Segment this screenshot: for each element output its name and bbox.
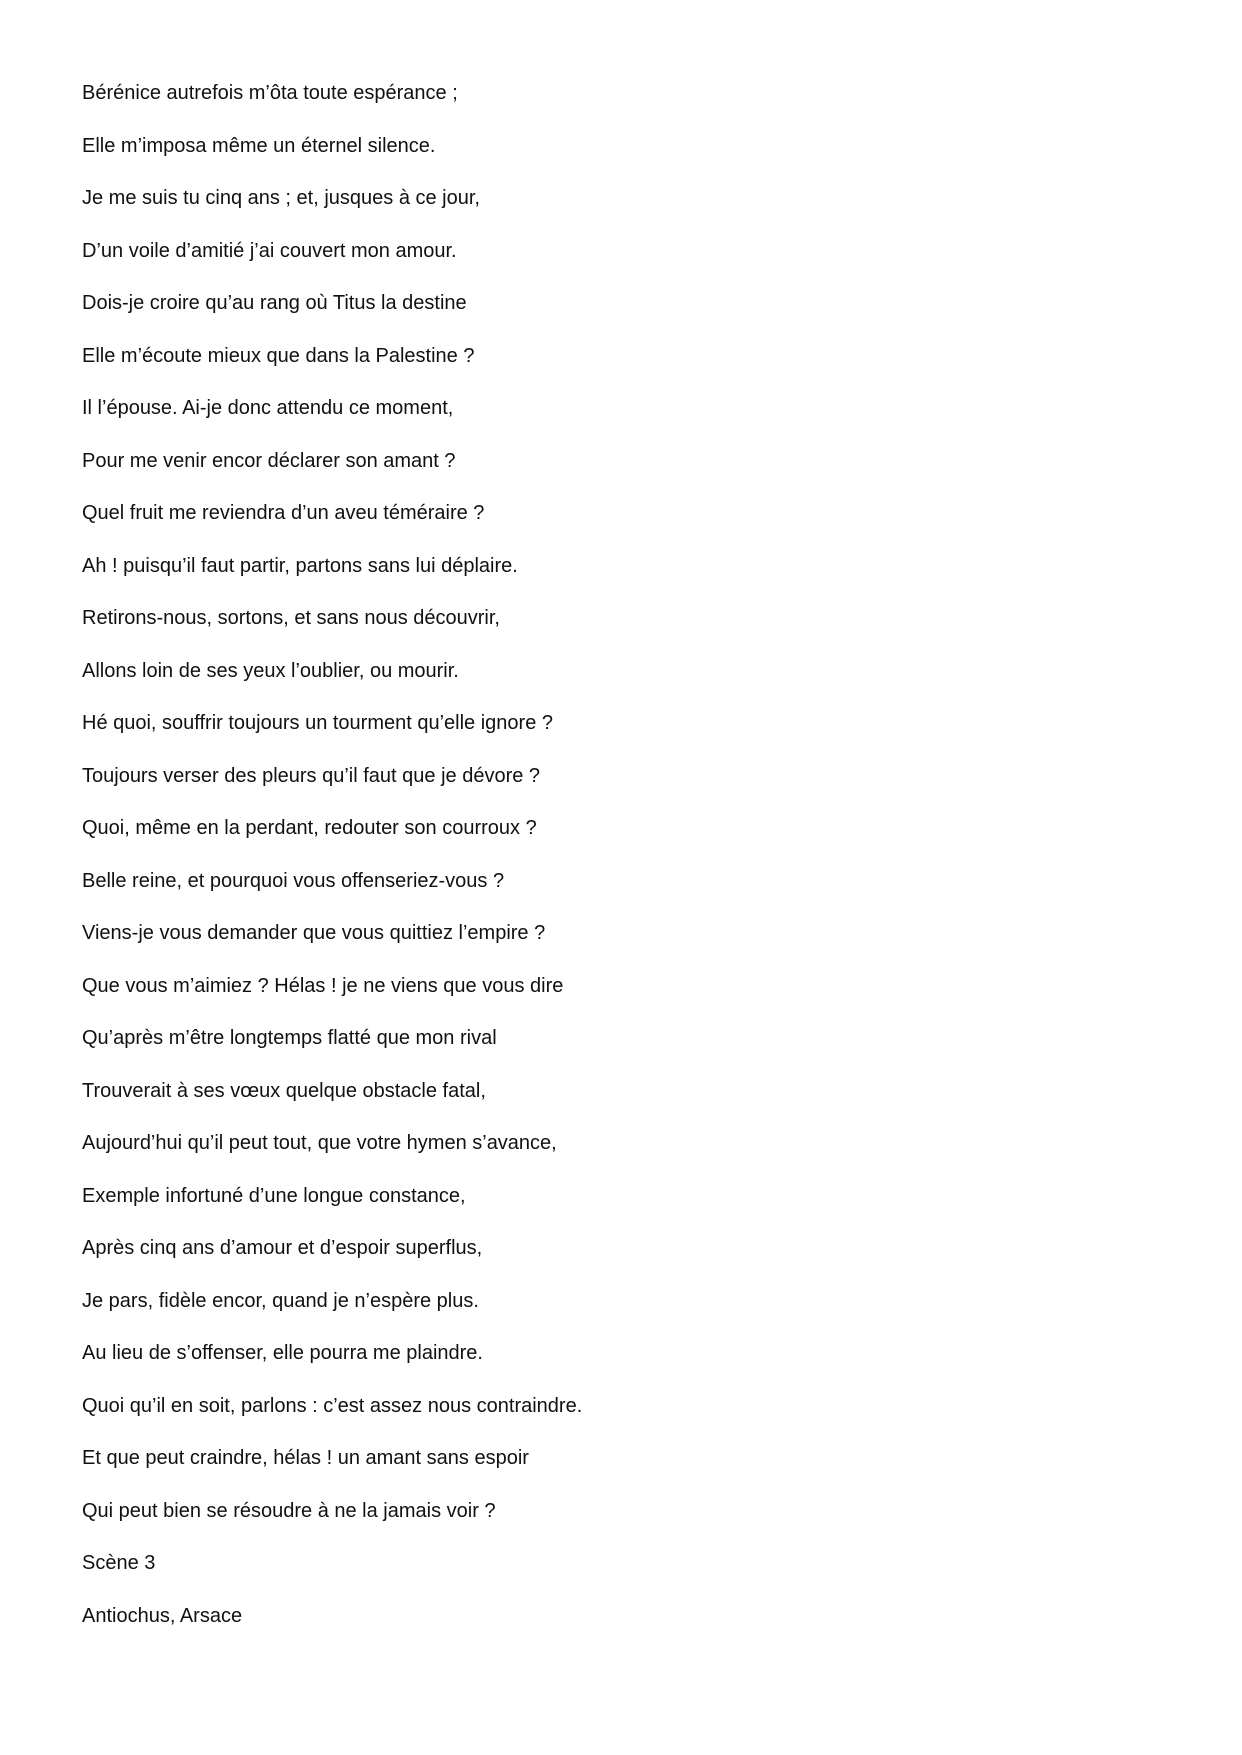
- verse-line: Que vous m’aimiez ? Hélas ! je ne viens que vous dire: [82, 974, 564, 997]
- verse-line: Pour me venir encor déclarer son amant ?: [82, 449, 456, 472]
- verse-line: Allons loin de ses yeux l’oublier, ou mourir.: [82, 659, 459, 682]
- character-list: Antiochus, Arsace: [82, 1604, 243, 1627]
- verse-line: Bérénice autrefois m’ôta toute espérance ;: [82, 82, 458, 104]
- verse-line: Toujours verser des pleurs qu’il faut que je dévore ?: [82, 764, 541, 787]
- verse-line: Trouverait à ses vœux quelque obstacle fatal,: [82, 1079, 486, 1102]
- verse-line: Viens-je vous demander que vous quittiez l’empire ?: [82, 922, 546, 944]
- scene-heading: Scène 3: [82, 1552, 156, 1574]
- verse-line: Qui peut bien se résoudre à ne la jamais voir ?: [82, 1499, 496, 1522]
- verse-line: Aujourd’hui qu’il peut tout, que votre hymen s’avance,: [82, 1132, 557, 1154]
- verse-line: Elle m’écoute mieux que dans la Palestine ?: [82, 344, 475, 367]
- verse-text-block: [82, 80, 1162, 1655]
- verse-line: Quoi qu’il en soit, parlons : c’est assez nous contraindre.: [82, 1394, 583, 1417]
- verse-line: Exemple infortuné d’une longue constance,: [82, 1184, 466, 1207]
- verse-line: Il l’épouse. Ai-je donc attendu ce moment,: [82, 397, 454, 419]
- verse-line: Quel fruit me reviendra d’un aveu téméraire ?: [82, 502, 485, 524]
- verse-line: Ah ! puisqu’il faut partir, partons sans lui déplaire.: [82, 554, 518, 577]
- verse-line: Après cinq ans d’amour et d’espoir superflus,: [82, 1237, 483, 1259]
- verse-line: Je me suis tu cinq ans ; et, jusques à ce jour,: [82, 187, 480, 209]
- verse-line: Et que peut craindre, hélas ! un amant sans espoir: [82, 1447, 529, 1469]
- verse-line: D’un voile d’amitié j’ai couvert mon amour.: [82, 239, 457, 262]
- verse-line: Quoi, même en la perdant, redouter son courroux ?: [82, 817, 537, 839]
- verse-line: Elle m’imposa même un éternel silence.: [82, 134, 436, 157]
- verse-line: Dois-je croire qu’au rang où Titus la destine: [82, 292, 467, 314]
- verse-line: Retirons-nous, sortons, et sans nous découvrir,: [82, 607, 500, 629]
- verse-line: Hé quoi, souffrir toujours un tourment qu’elle ignore ?: [82, 712, 554, 734]
- verse-line: Au lieu de s’offenser, elle pourra me plaindre.: [82, 1342, 483, 1364]
- verse-line: Qu’après m’être longtemps flatté que mon rival: [82, 1027, 497, 1049]
- verse-line: Belle reine, et pourquoi vous offenseriez-vous ?: [82, 869, 505, 892]
- verse-line: Je pars, fidèle encor, quand je n’espère plus.: [82, 1289, 479, 1312]
